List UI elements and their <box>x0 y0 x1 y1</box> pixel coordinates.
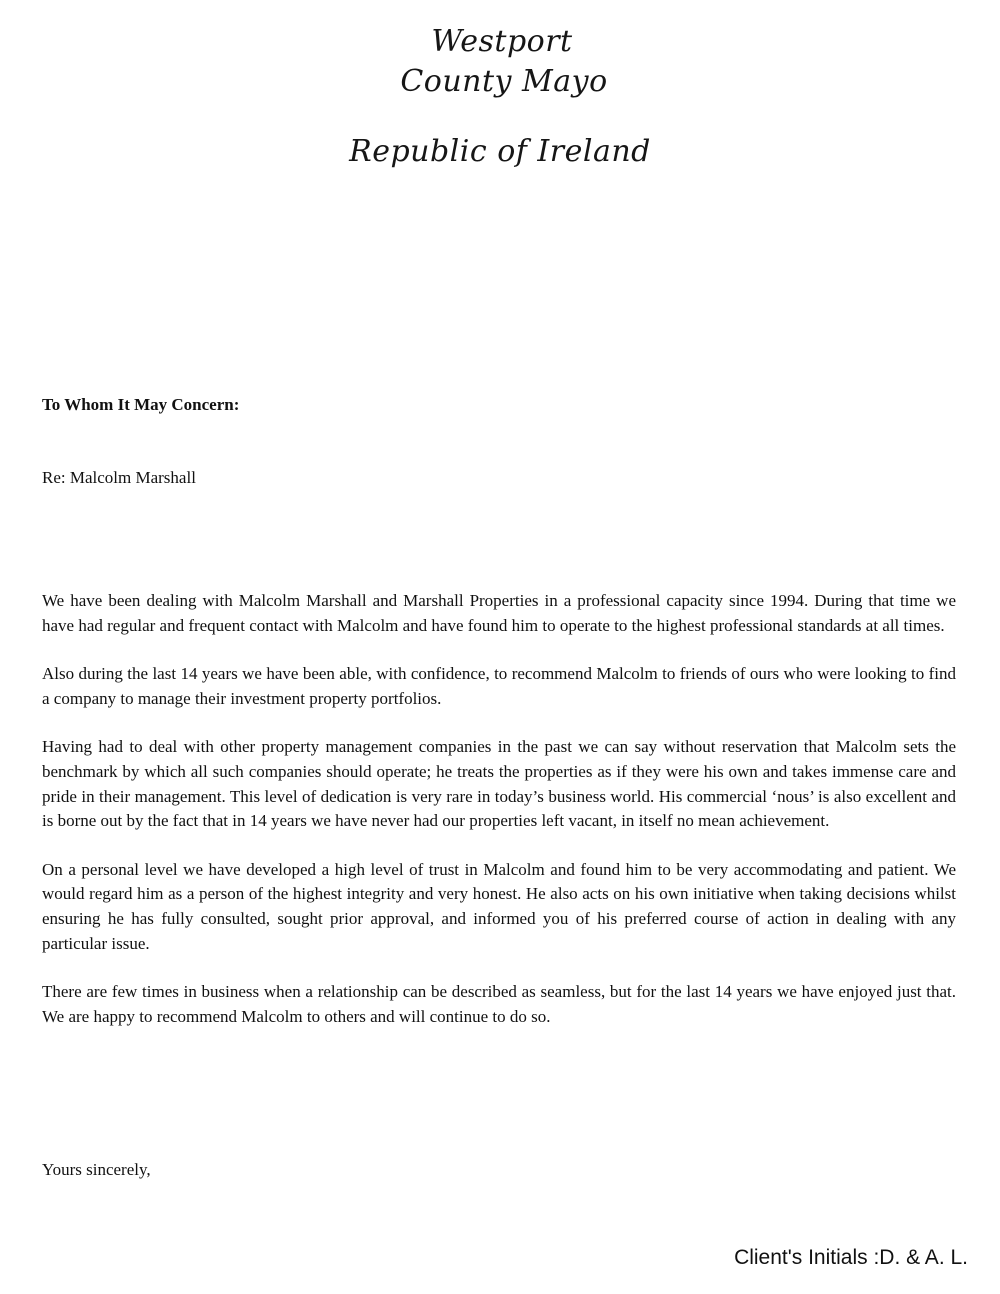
paragraph-3: Having had to deal with other property management companies in the past we can say without reservation that Malcolm sets the benchmark by which all such companies should operate; he treats the properties as if they were his own and takes immense care and pride in their management. This level of dedication is very rare in today’s business world. His commercial ‘nous’ is also excellent and is borne out by the fact that in 14 years we have never had our properties left vacant, in itself no mean achievement. <box>42 737 956 831</box>
client-initials: Client's Initials :D. & A. L. <box>734 1246 968 1269</box>
letterhead-country: Republic of Ireland <box>349 134 651 169</box>
salutation: To Whom It May Concern: <box>42 395 240 414</box>
paragraph-2: Also during the last 14 years we have been able, with confidence, to recommend Malcolm to friends of ours who were looking to find a company to manage their investment property portfolios. <box>42 664 956 708</box>
paragraph-1: We have been dealing with Malcolm Marshall and Marshall Properties in a professional capacity since 1994. During that time we have had regular and frequent contact with Malcolm and have found him to operate to the highest professional standards at all times. <box>42 591 956 635</box>
paragraph-4: On a personal level we have developed a high level of trust in Malcolm and found him to be very accommodating and patient. We would regard him as a person of the highest integrity and very honest. He also acts on his own initiative when taking decisions whilst ensuring he has fully consulted, sought prior approval, and informed you of his preferred course of action in dealing with any particular issue. <box>42 859 956 953</box>
paragraph-5: There are few times in business when a relationship can be described as seamless, but for the last 14 years we have enjoyed just that. We are happy to recommend Malcolm to others and will continue to do so. <box>42 982 956 1026</box>
closing: Yours sincerely, <box>42 1160 151 1179</box>
letterhead-town: Westport <box>431 24 573 59</box>
letterhead <box>0 22 1000 172</box>
subject-line: Re: Malcolm Marshall <box>42 468 196 487</box>
letter-body <box>42 589 956 1053</box>
letterhead-county: County Mayo <box>400 64 608 99</box>
